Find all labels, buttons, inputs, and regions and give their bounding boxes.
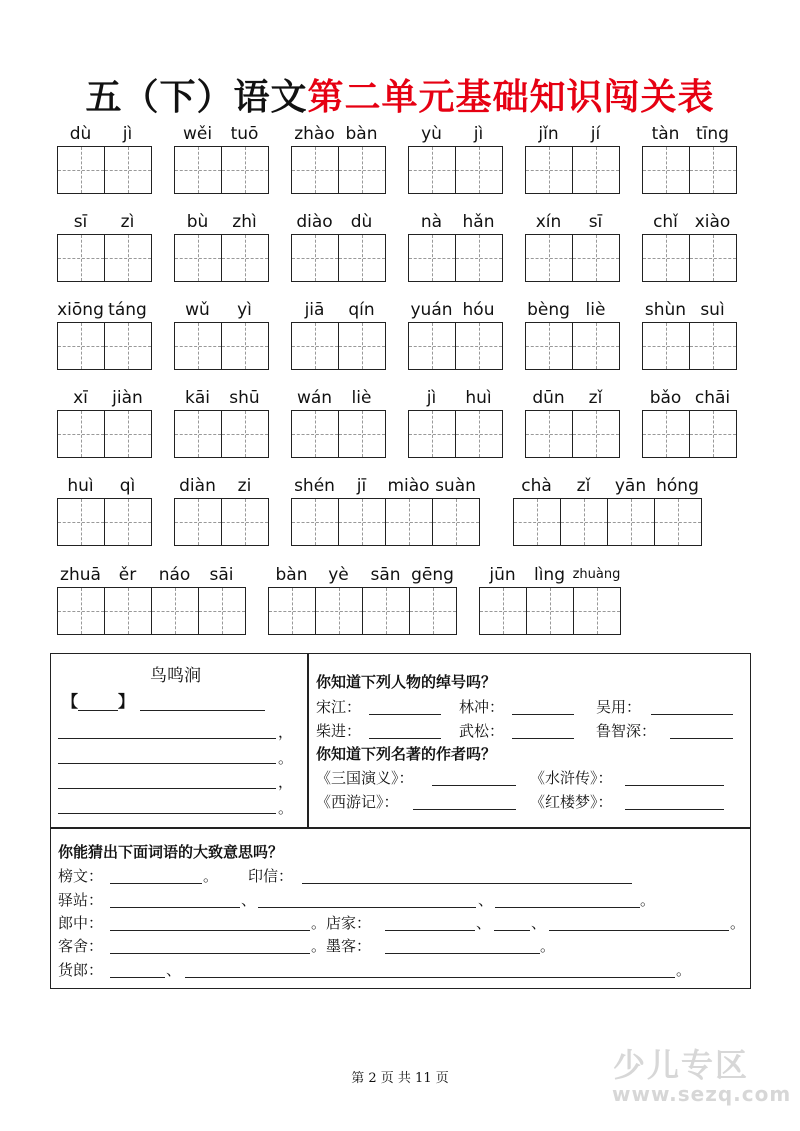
pinyin-label: hóng xyxy=(656,476,699,496)
tianzige-cell[interactable] xyxy=(525,234,573,282)
song-jiang-blank[interactable] xyxy=(369,714,441,715)
yizhan-blank-3[interactable] xyxy=(495,907,640,908)
tianzige-cell[interactable] xyxy=(455,322,503,370)
pinyin-label: jiā xyxy=(304,300,325,320)
tianzige-cell[interactable] xyxy=(654,498,702,546)
tianzige-cell[interactable] xyxy=(291,410,339,458)
pinyin-label: tuō xyxy=(230,124,259,144)
pinyin-label: yān xyxy=(614,476,647,496)
name-song-jiang: 宋江： xyxy=(316,698,362,716)
dianjia-blank-2[interactable] xyxy=(494,930,530,931)
tianzige-cell[interactable] xyxy=(432,498,480,546)
pinyin-label: jì xyxy=(426,388,437,408)
tianzige-cell[interactable] xyxy=(572,234,620,282)
tianzige-cell[interactable] xyxy=(455,410,503,458)
title-black: 五（下）语文 xyxy=(85,77,308,118)
tianzige-cell[interactable] xyxy=(642,234,690,282)
keshe-blank[interactable] xyxy=(110,953,310,954)
watermark-logo: 少儿专区 xyxy=(613,1046,750,1084)
pinyin-label: shùn xyxy=(644,300,687,320)
tianzige-cell[interactable] xyxy=(338,322,386,370)
tianzige-cell[interactable] xyxy=(104,322,152,370)
pinyin-label: zǐ xyxy=(588,388,603,408)
pinyin-label: bǎo xyxy=(649,388,682,408)
pinyin-label: jí xyxy=(590,124,601,144)
pinyin-label: ěr xyxy=(118,565,137,585)
pinyin-label: zǐ xyxy=(576,476,591,496)
tianzige-cell[interactable] xyxy=(338,410,386,458)
tianzige-cell[interactable] xyxy=(408,410,456,458)
pinyin-label: jì xyxy=(473,124,484,144)
pinyin-label: jūn xyxy=(489,565,516,585)
book-sanguo: 《三国演义》： xyxy=(316,769,414,787)
name-wu-song: 武松： xyxy=(459,722,505,740)
name-wu-yong: 吴用： xyxy=(596,698,642,716)
tianzige-cell[interactable] xyxy=(104,410,152,458)
pinyin-label: zì xyxy=(120,212,135,232)
tianzige-cell[interactable] xyxy=(607,498,655,546)
dianjia-sep-1: 、 xyxy=(476,914,492,932)
tianzige-cell[interactable] xyxy=(104,234,152,282)
pinyin-label: diàn xyxy=(179,476,216,496)
book-xiyou: 《西游记》： xyxy=(316,793,399,811)
name-chai-jin: 柴进： xyxy=(316,722,362,740)
tianzige-cell[interactable] xyxy=(57,146,105,194)
pinyin-label: bèng xyxy=(527,300,570,320)
langzhong-blank[interactable] xyxy=(110,930,310,931)
pinyin-label: suàn xyxy=(435,476,476,496)
bracket-close: 】 xyxy=(118,692,135,711)
page-title xyxy=(0,76,800,120)
author-blank[interactable] xyxy=(78,710,118,711)
tianzige-cell[interactable] xyxy=(572,146,620,194)
tianzige-cell[interactable] xyxy=(221,498,269,546)
word-yizhan: 驿站： xyxy=(58,891,104,909)
pinyin-label: diào xyxy=(296,212,333,232)
tianzige-cell[interactable] xyxy=(338,146,386,194)
tianzige-cell[interactable] xyxy=(525,322,573,370)
sanguo-blank[interactable] xyxy=(432,785,516,786)
pinyin-label: sān xyxy=(370,565,401,585)
pinyin-label: sī xyxy=(588,212,603,232)
pinyin-label: yù xyxy=(421,124,442,144)
tianzige-cell[interactable] xyxy=(572,322,620,370)
wu-song-blank[interactable] xyxy=(512,738,574,739)
pinyin-label: jī xyxy=(356,476,367,496)
pinyin-label: huì xyxy=(67,476,94,496)
pinyin-label: xiào xyxy=(694,212,731,232)
pinyin-label: bàn xyxy=(275,565,308,585)
bracket-open: 【 xyxy=(62,692,79,711)
pinyin-label: xín xyxy=(535,212,562,232)
tianzige-cell[interactable] xyxy=(291,234,339,282)
tianzige-cell[interactable] xyxy=(560,498,608,546)
poem-punct-4: 。 xyxy=(278,799,294,817)
book-honglou: 《红楼梦》： xyxy=(530,793,613,811)
tianzige-cell[interactable] xyxy=(104,498,152,546)
tianzige-cell[interactable] xyxy=(689,322,737,370)
pinyin-label: zhuàng xyxy=(572,567,621,582)
yinxin-blank[interactable] xyxy=(302,883,632,884)
pinyin-label: gēng xyxy=(411,565,454,585)
word-keshe: 客舍： xyxy=(58,937,104,955)
pinyin-label: wán xyxy=(296,388,333,408)
pinyin-label: yè xyxy=(328,565,349,585)
wu-yong-blank[interactable] xyxy=(651,714,733,715)
tianzige-cell[interactable] xyxy=(525,146,573,194)
bangwen-period: 。 xyxy=(203,867,219,885)
yizhan-sep-1: 、 xyxy=(241,891,257,909)
tianzige-cell[interactable] xyxy=(689,146,737,194)
tianzige-cell[interactable] xyxy=(57,322,105,370)
pinyin-label: jiàn xyxy=(112,388,143,408)
yizhan-period: 。 xyxy=(640,891,656,909)
page-footer: 第 2 页 共 11 页 xyxy=(351,1071,449,1086)
pinyin-label: kāi xyxy=(185,388,210,408)
name-lin-chong: 林冲： xyxy=(459,698,505,716)
tianzige-cell[interactable] xyxy=(479,587,527,635)
tianzige-cell[interactable] xyxy=(198,587,246,635)
moke-period: 。 xyxy=(540,937,556,955)
dianjia-sep-2: 、 xyxy=(531,914,547,932)
pinyin-label: bù xyxy=(186,212,209,232)
word-langzhong: 郎中： xyxy=(58,914,104,932)
poem-line-3[interactable] xyxy=(58,788,276,789)
pinyin-label: xiōng xyxy=(57,300,104,320)
yizhan-sep-2: 、 xyxy=(478,891,494,909)
poem-title: 鸟鸣涧 xyxy=(150,666,201,686)
book-shuihu: 《水浒传》： xyxy=(530,769,613,787)
tianzige-cell[interactable] xyxy=(221,146,269,194)
yizhan-blank-2[interactable] xyxy=(258,907,476,908)
word-bangwen: 榜文： xyxy=(58,867,104,885)
pinyin-label: dūn xyxy=(532,388,565,408)
panel-divider-horizontal xyxy=(50,827,751,829)
word-dianjia: 。店家： xyxy=(311,914,372,932)
tianzige-cell[interactable] xyxy=(104,587,152,635)
watermark-url: www.sezq.com xyxy=(612,1082,792,1106)
pinyin-label: suì xyxy=(700,300,725,320)
pinyin-label: chǐ xyxy=(653,212,678,232)
tianzige-cell[interactable] xyxy=(338,234,386,282)
pinyin-label: qín xyxy=(348,300,375,320)
pinyin-label: yuán xyxy=(410,300,453,320)
pinyin-label: náo xyxy=(158,565,191,585)
huolang-blank-2[interactable] xyxy=(185,977,675,978)
huolang-period: 。 xyxy=(676,961,692,979)
xiyou-blank[interactable] xyxy=(413,809,516,810)
pinyin-label: shū xyxy=(229,388,260,408)
tianzige-cell[interactable] xyxy=(268,587,316,635)
tianzige-cell[interactable] xyxy=(526,587,574,635)
word-huolang: 货郎： xyxy=(58,961,104,979)
panel-divider-vertical xyxy=(307,653,309,828)
huolang-blank-1[interactable] xyxy=(110,977,165,978)
poet-blank[interactable] xyxy=(140,710,265,711)
pinyin-label: miào xyxy=(387,476,430,496)
author-question: 你知道下列名著的作者吗？ xyxy=(316,745,497,763)
tianzige-cell[interactable] xyxy=(642,146,690,194)
pinyin-label: wǔ xyxy=(185,300,210,320)
dianjia-period: 。 xyxy=(730,914,746,932)
pinyin-label: zhuā xyxy=(60,565,101,585)
tianzige-cell[interactable] xyxy=(408,234,456,282)
tianzige-cell[interactable] xyxy=(104,146,152,194)
pinyin-label: tàn xyxy=(651,124,680,144)
pinyin-label: yì xyxy=(237,300,252,320)
tianzige-cell[interactable] xyxy=(174,410,222,458)
tianzige-cell[interactable] xyxy=(513,498,561,546)
pinyin-label: huì xyxy=(465,388,492,408)
tianzige-cell[interactable] xyxy=(57,410,105,458)
tianzige-cell[interactable] xyxy=(338,498,386,546)
tianzige-cell[interactable] xyxy=(642,410,690,458)
tianzige-cell[interactable] xyxy=(174,146,222,194)
meaning-question: 你能猜出下面词语的大致意思吗？ xyxy=(58,843,284,861)
poem-line-4[interactable] xyxy=(58,813,276,814)
honglou-blank[interactable] xyxy=(625,809,724,810)
pinyin-label: shén xyxy=(294,476,335,496)
dianjia-blank-1[interactable] xyxy=(385,930,475,931)
pinyin-label: chà xyxy=(521,476,552,496)
tianzige-cell[interactable] xyxy=(57,498,105,546)
lu-zhishen-blank[interactable] xyxy=(670,738,733,739)
name-lu-zhishen: 鲁智深： xyxy=(596,722,657,740)
pinyin-label: hóu xyxy=(462,300,495,320)
word-yinxin: 印信： xyxy=(248,867,294,885)
exercise-panel xyxy=(50,653,751,989)
pinyin-label: tīng xyxy=(696,124,729,144)
pinyin-label: jì xyxy=(122,124,133,144)
pinyin-label: sāi xyxy=(209,565,234,585)
poem-line-1[interactable] xyxy=(58,738,276,739)
poem-punct-3: ， xyxy=(278,773,294,791)
poem-punct-1: ， xyxy=(278,723,294,741)
pinyin-label: lìng xyxy=(533,565,565,585)
pinyin-label: chāi xyxy=(694,388,731,408)
poem-punct-2: 。 xyxy=(278,749,294,767)
tianzige-cell[interactable] xyxy=(291,322,339,370)
tianzige-cell[interactable] xyxy=(57,587,105,635)
word-moke: 。墨客： xyxy=(311,937,372,955)
pinyin-label: nà xyxy=(420,212,443,232)
tianzige-cell[interactable] xyxy=(572,410,620,458)
tianzige-cell[interactable] xyxy=(642,322,690,370)
shuihu-blank[interactable] xyxy=(625,785,724,786)
pinyin-label: táng xyxy=(108,300,147,320)
pinyin-label: hǎn xyxy=(462,212,495,232)
tianzige-cell[interactable] xyxy=(573,587,621,635)
tianzige-cell[interactable] xyxy=(408,322,456,370)
tianzige-cell[interactable] xyxy=(362,587,410,635)
tianzige-cell[interactable] xyxy=(689,410,737,458)
pinyin-label: zi xyxy=(237,476,252,496)
huolang-sep: 、 xyxy=(166,961,182,979)
pinyin-label: dù xyxy=(69,124,92,144)
tianzige-cell[interactable] xyxy=(291,498,339,546)
tianzige-cell[interactable] xyxy=(221,322,269,370)
lin-chong-blank[interactable] xyxy=(512,714,574,715)
tianzige-cell[interactable] xyxy=(221,234,269,282)
title-red: 第二单元基础知识闯关表 xyxy=(307,77,715,118)
pinyin-label: sī xyxy=(73,212,88,232)
pinyin-label: jǐn xyxy=(538,124,559,144)
pinyin-label: zhì xyxy=(232,212,257,232)
poem-line-2[interactable] xyxy=(58,763,276,764)
pinyin-label: qì xyxy=(119,476,136,496)
tianzige-cell[interactable] xyxy=(455,146,503,194)
tianzige-cell[interactable] xyxy=(291,146,339,194)
pinyin-label: liè xyxy=(351,388,372,408)
pinyin-label: xī xyxy=(73,388,88,408)
nickname-question: 你知道下列人物的绰号吗？ xyxy=(316,673,497,691)
tianzige-cell[interactable] xyxy=(174,498,222,546)
pinyin-label: zhào xyxy=(294,124,335,144)
tianzige-cell[interactable] xyxy=(409,587,457,635)
tianzige-cell[interactable] xyxy=(174,322,222,370)
yizhan-blank-1[interactable] xyxy=(110,907,240,908)
dianjia-blank-3[interactable] xyxy=(549,930,729,931)
pinyin-label: liè xyxy=(585,300,606,320)
bangwen-blank[interactable] xyxy=(110,883,202,884)
tianzige-cell[interactable] xyxy=(221,410,269,458)
tianzige-cell[interactable] xyxy=(57,234,105,282)
chai-jin-blank[interactable] xyxy=(369,738,441,739)
tianzige-cell[interactable] xyxy=(385,498,433,546)
tianzige-cell[interactable] xyxy=(455,234,503,282)
pinyin-label: dù xyxy=(350,212,373,232)
tianzige-cell[interactable] xyxy=(151,587,199,635)
tianzige-cell[interactable] xyxy=(408,146,456,194)
tianzige-cell[interactable] xyxy=(689,234,737,282)
tianzige-cell[interactable] xyxy=(525,410,573,458)
pinyin-label: bàn xyxy=(345,124,378,144)
moke-blank[interactable] xyxy=(385,953,540,954)
tianzige-cell[interactable] xyxy=(315,587,363,635)
pinyin-label: wěi xyxy=(182,124,213,144)
tianzige-cell[interactable] xyxy=(174,234,222,282)
